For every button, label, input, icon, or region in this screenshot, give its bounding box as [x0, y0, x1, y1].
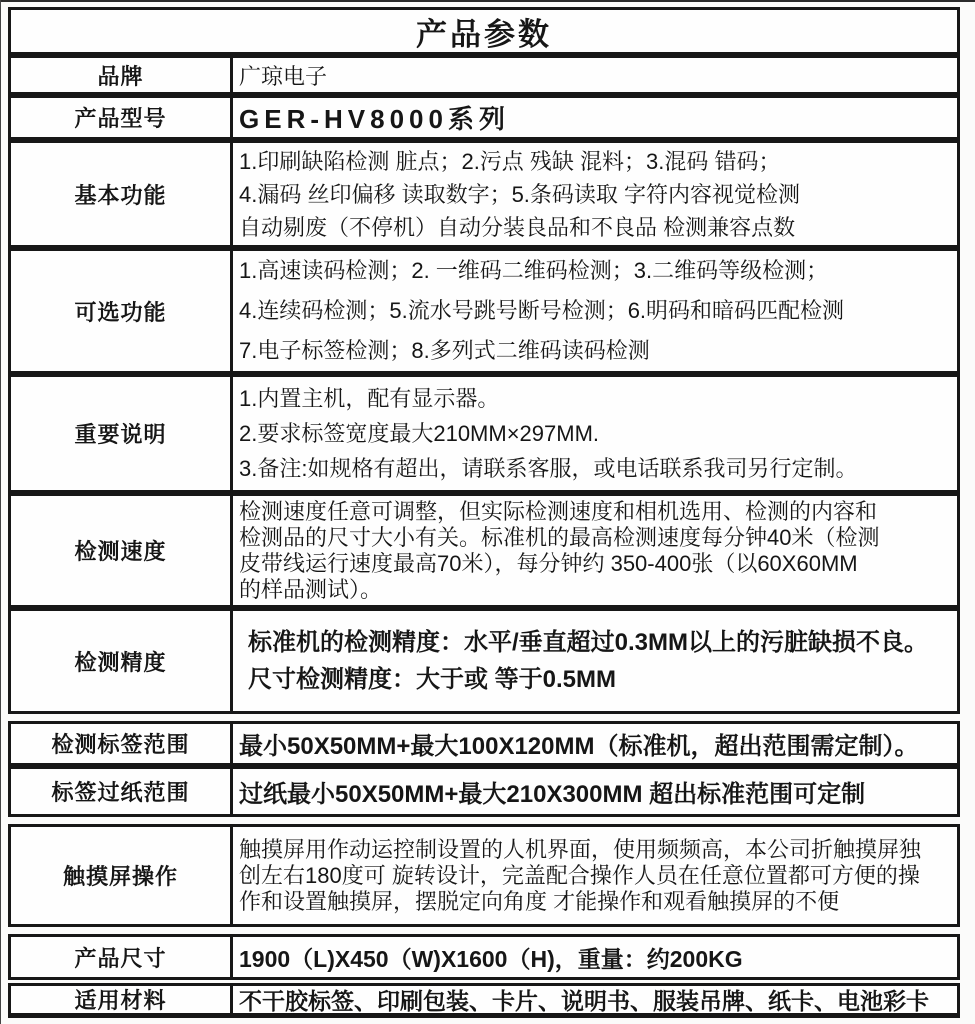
table-title-row — [8, 7, 960, 55]
content-line: 广琼电子 — [239, 63, 328, 89]
content-line: 标准机的检测精度：水平/垂直超过0.3MM以上的污脏缺损不良。 — [248, 629, 929, 656]
row-content — [233, 143, 957, 245]
content-line: 1.高速读码检测；2. 一维码二维码检测；3.二维码等级检测； — [239, 258, 829, 283]
row-label: 检测标签范围 — [11, 724, 233, 763]
content-line: 1900（L)X450（W)X1600（H)，重量：约200KG — [239, 945, 743, 972]
content-line: 尺寸检测精度：大于或 等于0.5MM — [248, 666, 617, 693]
table-row — [8, 721, 960, 766]
row-label: 基本功能 — [11, 143, 233, 245]
row-label: 产品尺寸 — [11, 937, 233, 977]
row-content — [233, 98, 957, 137]
row-label: 适用材料 — [11, 986, 233, 1013]
row-content — [233, 251, 957, 371]
content-line: 自动剔废（不停机）自动分装良品和不良品 检测兼容点数 — [239, 214, 796, 240]
row-content — [233, 496, 957, 605]
table-row — [8, 493, 960, 608]
row-content — [233, 611, 957, 711]
content-line: 4.漏码 丝印偏移 读取数字；5.条码读取 字符内容视觉检测 — [239, 181, 801, 207]
content-line: 作和设置触摸屏，摆脱定向角度 才能操作和观看触摸屏的不便 — [239, 888, 840, 914]
content-line: 3.备注:如规格有超出，请联系客服，或电话联系我司另行定制。 — [239, 456, 858, 481]
content-line: 4.连续码检测；5.流水号跳号断号检测；6.明码和暗码匹配检测 — [239, 298, 845, 323]
row-content — [233, 377, 957, 490]
content-line: 皮带线运行速度最高70米），每分钟约 350-400张（以60X60MM — [239, 550, 858, 576]
row-label: 品牌 — [11, 58, 233, 92]
table-row — [8, 95, 960, 140]
table-row — [8, 934, 960, 980]
row-label: 检测速度 — [11, 496, 233, 605]
content-line: 7.电子标签检测；8.多列式二维码读码检测 — [239, 338, 650, 363]
content-line: 1.内置主机，配有显示器。 — [239, 386, 500, 411]
content-line: GER-HV8000系列 — [239, 104, 510, 134]
content-line: 检测速度任意可调整，但实际检测速度和相机选用、检测的内容和 — [239, 498, 878, 524]
table-row — [8, 140, 960, 248]
product-spec-table — [8, 7, 960, 1018]
top-edge-line — [0, 0, 975, 2]
content-line: 最小50X50MM+最大100X120MM（标准机，超出范围需定制）。 — [239, 733, 919, 760]
row-label: 重要说明 — [11, 377, 233, 490]
table-body — [8, 55, 960, 1018]
table-row — [8, 608, 960, 714]
content-line: 不干胶标签、印刷包装、卡片、说明书、服装吊牌、纸卡、电池彩卡 — [239, 988, 929, 1013]
content-line: 过纸最小50X50MM+最大210X300MM 超出标准范围可定制 — [239, 781, 866, 808]
row-content — [233, 986, 957, 1013]
row-content — [233, 724, 957, 763]
row-label: 标签过纸范围 — [11, 769, 233, 814]
row-content — [233, 827, 957, 924]
row-label: 产品型号 — [11, 98, 233, 137]
content-line: 检测品的尺寸大小有关。标准机的最高检测速度每分钟40米（检测 — [239, 524, 880, 550]
row-label: 检测精度 — [11, 611, 233, 711]
table-row — [8, 55, 960, 95]
row-label: 触摸屏操作 — [11, 827, 233, 924]
left-edge-line — [0, 0, 1, 1024]
table-row — [8, 824, 960, 927]
row-content — [233, 937, 957, 977]
table-row — [8, 766, 960, 817]
content-line: 1.印刷缺陷检测 脏点；2.污点 残缺 混料；3.混码 错码； — [239, 148, 781, 174]
row-content — [233, 58, 957, 92]
table-title: 产品参数 — [416, 16, 552, 52]
table-row — [8, 374, 960, 493]
content-line: 触摸屏用作动运控制设置的人机界面，使用频频高，本公司折触摸屏独 — [239, 836, 922, 862]
content-line: 的样品测试）。 — [239, 576, 383, 602]
table-row — [8, 983, 960, 1018]
table-row — [8, 248, 960, 374]
content-line: 创左右180度可 旋转设计，完盖配合操作人员在任意位置都可方便的操 — [239, 862, 920, 888]
content-line: 2.要求标签宽度最大210MM×297MM. — [239, 421, 600, 446]
row-content — [233, 769, 957, 814]
row-label: 可选功能 — [11, 251, 233, 371]
